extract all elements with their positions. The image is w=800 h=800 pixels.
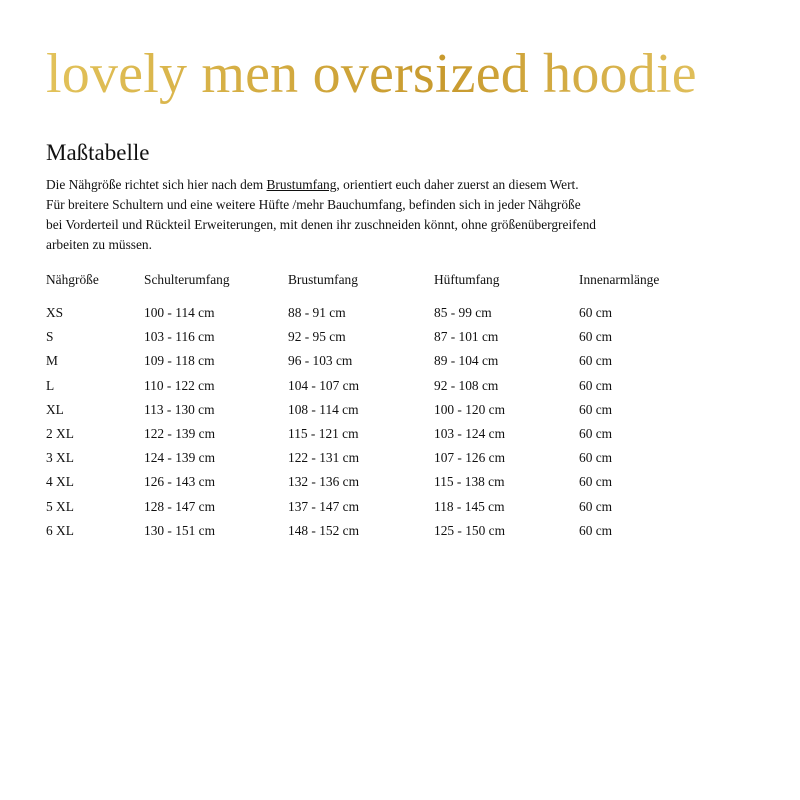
cell-size: 2 XL: [46, 426, 74, 442]
cell-brustumfang: 137 - 147 cm: [288, 498, 360, 514]
cell-brustumfang: 88 - 91 cm: [288, 305, 346, 321]
table-row: [46, 301, 756, 325]
cell-brustumfang: 104 - 107 cm: [288, 377, 360, 393]
cell-schulterumfang: 100 - 114 cm: [144, 305, 215, 321]
table-row: [46, 422, 756, 446]
cell-innenarmlaenge: 60 cm: [579, 426, 613, 442]
cell-brustumfang: 148 - 152 cm: [288, 522, 360, 538]
intro-line-4: arbeiten zu müssen.: [46, 237, 152, 252]
cell-schulterumfang: 122 - 139 cm: [144, 426, 216, 442]
table-row: [46, 398, 756, 422]
size-table-header: [46, 270, 756, 290]
cell-innenarmlaenge: 60 cm: [579, 450, 613, 466]
cell-brustumfang: 122 - 131 cm: [288, 450, 360, 466]
header-brustumfang: Brustumfang: [288, 272, 358, 287]
intro-paragraph: [46, 175, 756, 255]
cell-hueftumfang: 85 - 99 cm: [434, 305, 492, 321]
cell-brustumfang: 92 - 95 cm: [288, 329, 346, 345]
cell-size: M: [46, 353, 58, 369]
cell-innenarmlaenge: 60 cm: [579, 329, 613, 345]
cell-hueftumfang: 100 - 120 cm: [434, 401, 506, 417]
table-row: [46, 519, 756, 543]
cell-innenarmlaenge: 60 cm: [579, 401, 613, 417]
cell-hueftumfang: 115 - 138 cm: [434, 474, 505, 490]
cell-innenarmlaenge: 60 cm: [579, 377, 613, 393]
cell-hueftumfang: 103 - 124 cm: [434, 426, 506, 442]
table-row: [46, 349, 756, 373]
cell-hueftumfang: 87 - 101 cm: [434, 329, 499, 345]
size-table: [46, 270, 756, 543]
cell-schulterumfang: 130 - 151 cm: [144, 522, 216, 538]
header-naehgroesse: Nähgröße: [46, 272, 99, 287]
cell-schulterumfang: 103 - 116 cm: [144, 329, 215, 345]
cell-schulterumfang: 124 - 139 cm: [144, 450, 216, 466]
table-row: [46, 495, 756, 519]
cell-size: XL: [46, 401, 64, 417]
cell-size: 5 XL: [46, 498, 74, 514]
size-table-body: [46, 301, 756, 543]
intro-keyword-brustumfang: Brustumfang: [266, 177, 337, 192]
cell-schulterumfang: 128 - 147 cm: [144, 498, 216, 514]
header-hueftumfang: Hüftumfang: [434, 272, 500, 287]
cell-hueftumfang: 125 - 150 cm: [434, 522, 506, 538]
header-schulterumfang: Schulterumfang: [144, 272, 230, 287]
table-row: [46, 470, 756, 494]
header-innenarmlaenge: Innenarmlänge: [579, 272, 660, 287]
cell-innenarmlaenge: 60 cm: [579, 498, 613, 514]
cell-size: 4 XL: [46, 474, 74, 490]
cell-size: S: [46, 329, 54, 345]
cell-schulterumfang: 109 - 118 cm: [144, 353, 215, 369]
cell-hueftumfang: 118 - 145 cm: [434, 498, 505, 514]
cell-brustumfang: 96 - 103 cm: [288, 353, 353, 369]
table-row: [46, 374, 756, 398]
cell-brustumfang: 108 - 114 cm: [288, 401, 359, 417]
cell-hueftumfang: 92 - 108 cm: [434, 377, 499, 393]
section-title: Maßtabelle: [46, 140, 150, 165]
cell-size: 3 XL: [46, 450, 74, 466]
intro-line-3: bei Vorderteil und Rückteil Erweiterungen, mit denen ihr zuschneiden könnt, ohne größenübergreifend: [46, 217, 596, 232]
cell-innenarmlaenge: 60 cm: [579, 305, 613, 321]
table-row: [46, 325, 756, 349]
cell-size: XS: [46, 305, 64, 321]
cell-size: 6 XL: [46, 522, 74, 538]
cell-hueftumfang: 89 - 104 cm: [434, 353, 499, 369]
intro-line-1-start: Die Nähgröße richtet sich hier nach dem: [46, 177, 267, 192]
cell-innenarmlaenge: 60 cm: [579, 353, 613, 369]
cell-brustumfang: 115 - 121 cm: [288, 426, 359, 442]
cell-brustumfang: 132 - 136 cm: [288, 474, 360, 490]
intro-line-1-end: , orientiert euch daher zuerst an diesem Wert.: [336, 177, 579, 192]
cell-schulterumfang: 126 - 143 cm: [144, 474, 216, 490]
cell-hueftumfang: 107 - 126 cm: [434, 450, 506, 466]
cell-innenarmlaenge: 60 cm: [579, 522, 613, 538]
table-row: [46, 446, 756, 470]
cell-size: L: [46, 377, 55, 393]
cell-schulterumfang: 113 - 130 cm: [144, 401, 215, 417]
cell-schulterumfang: 110 - 122 cm: [144, 377, 215, 393]
page-title: lovely men oversized hoodie: [46, 38, 766, 110]
cell-innenarmlaenge: 60 cm: [579, 474, 613, 490]
intro-line-1: [46, 175, 756, 195]
intro-line-2: Für breitere Schultern und eine weitere Hüfte /mehr Bauchumfang, befinden sich in jeder Nähgröße: [46, 197, 581, 212]
